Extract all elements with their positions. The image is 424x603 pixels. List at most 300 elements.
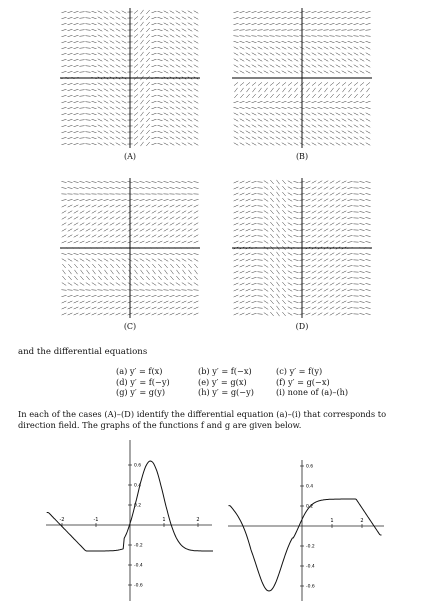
slope-segment <box>122 101 127 103</box>
slope-segment <box>312 241 317 244</box>
slope-segment <box>353 23 358 24</box>
slope-segment <box>170 11 175 14</box>
slope-segment <box>164 41 169 43</box>
slope-segment <box>152 113 157 115</box>
slope-segment <box>140 112 143 116</box>
slope-segment <box>62 259 66 262</box>
slope-segment <box>294 59 299 62</box>
slope-segment <box>140 136 143 140</box>
slope-segment <box>86 276 89 280</box>
slope-segment <box>140 118 143 122</box>
slope-segment <box>347 187 352 188</box>
slope-segment <box>306 271 311 273</box>
slope-segment <box>194 143 199 146</box>
slope-segment <box>62 301 67 303</box>
slope-segment <box>240 94 243 98</box>
slope-segment <box>134 22 138 25</box>
slope-segment <box>246 101 251 103</box>
slope-segment <box>104 313 109 315</box>
slope-segment <box>193 187 198 188</box>
slope-segment <box>318 101 323 103</box>
slope-segment <box>251 307 256 308</box>
slope-segment <box>175 199 180 200</box>
slope-segment <box>240 313 245 315</box>
slope-segment <box>282 101 287 103</box>
slope-segment <box>252 113 257 115</box>
slope-segment <box>169 253 174 254</box>
slope-segment <box>366 82 370 85</box>
equation-f: (f) y′ = g(−x) <box>276 376 330 387</box>
slope-segment <box>359 277 364 278</box>
slope-segment <box>139 253 144 254</box>
slope-segment <box>182 107 187 110</box>
slope-segment <box>360 101 365 103</box>
slope-segment <box>188 47 193 50</box>
slope-segment <box>157 95 162 96</box>
slope-segment <box>110 211 114 214</box>
slope-segment <box>92 107 97 109</box>
slope-segment <box>122 125 127 127</box>
slope-segment <box>182 211 186 214</box>
slope-segment <box>92 71 97 73</box>
slope-segment <box>68 229 72 232</box>
slope-segment <box>354 119 359 122</box>
slope-segment <box>67 143 72 144</box>
y-tick-label: -0.4 <box>134 563 143 569</box>
slope-segment <box>85 114 90 115</box>
slope-segment <box>293 17 298 18</box>
slope-segment <box>240 131 245 134</box>
slope-segment <box>170 113 175 116</box>
slope-segment <box>122 47 127 49</box>
slope-segment <box>293 205 298 206</box>
slope-segment <box>147 270 150 274</box>
slope-segment <box>182 313 187 315</box>
slope-segment <box>330 199 334 202</box>
slope-segment <box>306 217 311 219</box>
slope-segment <box>347 193 352 194</box>
slope-segment <box>288 271 292 274</box>
slope-segment <box>75 270 78 274</box>
slope-segment <box>258 143 263 146</box>
slope-segment <box>324 59 329 62</box>
slope-segment <box>67 253 72 254</box>
slope-segment <box>80 211 84 214</box>
slope-segment <box>157 131 162 132</box>
slope-segment <box>62 205 67 207</box>
slope-segment <box>122 11 127 13</box>
slope-segment <box>306 223 311 225</box>
slope-segment <box>353 17 358 18</box>
slope-segment <box>146 28 149 32</box>
slope-segment <box>251 301 256 302</box>
slope-segment <box>342 295 347 297</box>
slope-segment <box>170 259 174 262</box>
slope-segment <box>359 271 364 272</box>
slope-segment <box>240 289 245 291</box>
slope-segment <box>347 30 352 31</box>
slope-segment <box>92 276 95 280</box>
slope-segment <box>67 23 72 24</box>
slope-segment <box>342 113 347 115</box>
slope-segment <box>67 17 72 18</box>
slope-segment <box>360 47 365 49</box>
slope-segment <box>194 107 199 110</box>
slope-segment <box>151 199 156 200</box>
slope-segment <box>188 83 193 86</box>
slope-segment <box>293 253 298 254</box>
slope-segment <box>264 41 269 43</box>
slope-segment <box>67 199 72 200</box>
equation-d: (d) y′ = f(−y) <box>116 376 170 387</box>
slope-segment <box>152 17 157 19</box>
slope-segment <box>335 30 340 31</box>
slope-segment <box>288 125 293 128</box>
slope-segment <box>366 131 371 134</box>
slope-segment <box>324 295 328 298</box>
slope-segment <box>122 131 127 133</box>
slope-segment <box>305 36 310 37</box>
slope-segment <box>240 199 245 201</box>
slope-segment <box>170 125 175 128</box>
slope-segment <box>348 47 353 49</box>
slope-segment <box>92 283 96 286</box>
slope-segment <box>176 89 181 92</box>
slope-segment <box>152 59 157 61</box>
slope-segment <box>306 229 311 231</box>
slope-segment <box>365 30 370 31</box>
slope-segment <box>116 65 121 68</box>
slope-segment <box>282 88 285 92</box>
slope-segment <box>293 283 298 284</box>
slope-segment <box>294 82 298 85</box>
slope-segment <box>342 119 347 122</box>
x-tick-label: 2 <box>360 518 364 524</box>
slope-segment <box>312 47 317 49</box>
slope-segment <box>194 113 199 116</box>
slope-segment <box>164 101 169 103</box>
slope-segment <box>348 137 353 140</box>
slope-segment <box>251 253 256 254</box>
slope-segment <box>67 83 72 84</box>
slope-segment <box>67 47 72 48</box>
slope-segment <box>134 94 138 97</box>
slope-segment <box>277 270 280 274</box>
slope-segment <box>188 137 193 140</box>
slope-segment <box>270 252 273 256</box>
slope-segment <box>342 265 347 267</box>
slope-segment <box>246 187 251 189</box>
slope-segment <box>80 205 85 207</box>
slope-segment <box>354 59 359 62</box>
slope-segment <box>324 283 328 286</box>
slope-segment <box>98 83 103 85</box>
slope-segment <box>252 119 257 122</box>
slope-segment <box>246 223 251 225</box>
slope-segment <box>282 143 287 146</box>
slope-segment <box>306 253 311 255</box>
slope-segment <box>312 205 317 208</box>
slope-segment <box>157 11 162 12</box>
slope-segment <box>110 41 115 44</box>
slope-segment <box>116 229 120 232</box>
slope-segment <box>312 217 317 220</box>
slope-segment <box>323 11 328 12</box>
slope-segment <box>318 143 323 146</box>
slope-segment <box>251 36 256 37</box>
slope-segment <box>312 131 317 134</box>
slope-segment <box>116 125 121 128</box>
slope-segment <box>312 119 317 122</box>
slope-segment <box>61 41 66 42</box>
slope-segment <box>323 107 328 108</box>
slope-segment <box>246 235 251 237</box>
slope-segment <box>85 253 90 254</box>
slope-segment <box>73 59 78 60</box>
slope-segment <box>67 35 72 36</box>
slope-segment <box>80 217 84 220</box>
slope-segment <box>67 125 72 126</box>
slope-segment <box>234 137 239 140</box>
panel-label-b: (B) <box>295 152 309 161</box>
slope-segment <box>264 289 268 292</box>
slope-segment <box>194 59 199 62</box>
slope-segment <box>282 300 285 304</box>
slope-segment <box>146 217 150 220</box>
slope-segment <box>365 11 370 12</box>
slope-segment <box>194 17 199 20</box>
slope-segment <box>276 125 281 128</box>
slope-segment <box>264 199 268 202</box>
slope-segment <box>68 235 73 238</box>
slope-segment <box>175 253 180 254</box>
slope-segment <box>146 22 149 26</box>
slope-segment <box>336 143 341 146</box>
slope-segment <box>234 94 237 98</box>
slope-segment <box>294 143 299 146</box>
slope-segment <box>270 222 273 226</box>
slope-segment <box>330 59 335 62</box>
slope-segment <box>140 264 143 268</box>
slope-segment <box>62 283 66 286</box>
slope-segment <box>276 131 281 134</box>
slope-segment <box>194 131 199 134</box>
slope-segment <box>324 199 328 202</box>
slope-segment <box>86 313 91 315</box>
slope-segment <box>282 131 287 134</box>
slope-segment <box>234 259 239 261</box>
slope-segment <box>110 125 115 128</box>
slope-segment <box>80 229 84 232</box>
slope-segment <box>182 53 187 56</box>
slope-segment <box>79 253 84 254</box>
slope-segment <box>98 241 103 243</box>
slope-segment <box>67 107 72 108</box>
slope-segment <box>282 192 285 196</box>
slope-segment <box>276 143 281 146</box>
slope-segment <box>348 101 353 103</box>
slope-segment <box>246 65 251 68</box>
slope-segment <box>92 131 97 133</box>
slope-segment <box>293 23 298 24</box>
slope-segment <box>312 211 317 214</box>
slope-segment <box>246 307 251 309</box>
slope-segment <box>234 235 239 237</box>
slope-segment <box>312 253 317 256</box>
slope-segment <box>170 131 175 134</box>
slope-segment <box>152 223 156 226</box>
slope-segment <box>170 283 174 286</box>
slope-segment <box>293 229 298 230</box>
slope-segment <box>287 36 292 37</box>
slope-segment <box>336 259 340 262</box>
slope-segment <box>98 17 103 19</box>
slope-segment <box>68 264 71 268</box>
slope-segment <box>176 65 181 68</box>
slope-segment <box>140 229 144 232</box>
slope-segment <box>294 71 299 73</box>
slope-segment <box>366 125 371 128</box>
slope-segment <box>73 47 78 48</box>
slope-segment <box>188 211 192 214</box>
slope-segment <box>282 210 285 214</box>
slope-segment <box>67 295 72 296</box>
slope-segment <box>176 107 181 110</box>
slope-segment <box>73 11 78 12</box>
slope-segment <box>240 229 245 231</box>
slope-segment <box>246 193 251 195</box>
slope-segment <box>188 11 193 14</box>
slope-segment <box>306 53 311 56</box>
slope-segment <box>170 235 175 238</box>
slope-segment <box>194 125 199 128</box>
slope-segment <box>294 41 299 43</box>
slope-segment <box>277 234 280 238</box>
slope-segment <box>270 101 275 103</box>
slope-segment <box>170 71 175 74</box>
slope-segment <box>336 187 340 190</box>
slope-segment <box>110 101 115 104</box>
slope-segment <box>311 23 316 24</box>
slope-segment <box>109 199 114 200</box>
slope-segment <box>365 199 370 200</box>
slope-segment <box>342 313 347 315</box>
slope-segment <box>318 265 322 268</box>
slope-segment <box>318 307 322 310</box>
slope-segment <box>146 241 151 243</box>
slope-segment <box>306 101 311 103</box>
slope-segment <box>99 270 102 274</box>
slope-segment <box>240 65 245 68</box>
slope-segment <box>164 47 169 49</box>
slope-segment <box>269 11 274 12</box>
slope-segment <box>277 306 280 310</box>
slope-segment <box>104 65 109 68</box>
slope-segment <box>264 271 268 274</box>
slope-segment <box>347 181 352 182</box>
slope-segment <box>287 11 292 12</box>
slope-segment <box>270 180 273 184</box>
slope-segment <box>188 307 193 309</box>
slope-segment <box>240 88 243 92</box>
slope-segment <box>122 17 127 19</box>
slope-segment <box>240 277 245 279</box>
direction-field-d <box>232 178 372 318</box>
slope-segment <box>110 71 115 74</box>
slope-segment <box>122 71 127 73</box>
slope-segment <box>233 23 238 24</box>
slope-segment <box>146 313 151 315</box>
graph-f <box>44 438 214 603</box>
slope-segment <box>140 34 143 38</box>
slope-segment <box>188 95 193 98</box>
slope-segment <box>312 199 317 202</box>
slope-segment <box>342 59 347 62</box>
slope-segment <box>152 235 157 238</box>
slope-segment <box>323 30 328 31</box>
slope-segment <box>170 107 175 110</box>
slope-segment <box>324 265 328 268</box>
slope-segment <box>104 223 108 226</box>
slope-segment <box>116 131 121 134</box>
slope-segment <box>176 41 181 44</box>
slope-segment <box>170 53 175 56</box>
slope-segment <box>62 241 67 243</box>
slope-segment <box>288 101 293 103</box>
graph-g <box>226 458 386 603</box>
slope-segment <box>306 94 309 98</box>
slope-segment <box>140 313 145 315</box>
slope-segment <box>158 307 163 309</box>
slope-segment <box>324 313 328 316</box>
slope-segment <box>164 143 169 145</box>
slope-segment <box>252 143 257 146</box>
slope-segment <box>140 28 143 32</box>
slope-segment <box>194 29 199 32</box>
slope-segment <box>282 228 285 232</box>
slope-segment <box>277 204 280 208</box>
slope-segment <box>240 235 245 237</box>
slope-segment <box>86 301 91 303</box>
slope-segment <box>110 95 115 98</box>
slope-segment <box>146 259 150 262</box>
slope-segment <box>73 143 78 144</box>
slope-segment <box>115 181 120 182</box>
slope-segment <box>104 47 109 50</box>
slope-segment <box>164 107 169 109</box>
slope-segment <box>85 90 90 91</box>
slope-segment <box>117 270 120 274</box>
slope-segment <box>158 211 162 214</box>
slope-segment <box>104 229 108 232</box>
slope-segment <box>103 253 108 254</box>
slope-segment <box>293 301 298 302</box>
slope-segment <box>86 259 90 262</box>
slope-segment <box>251 283 256 284</box>
slope-segment <box>134 130 138 133</box>
slope-segment <box>294 131 299 134</box>
slope-segment <box>176 119 181 122</box>
slope-segment <box>98 53 103 55</box>
slope-segment <box>177 270 180 274</box>
slope-segment <box>110 223 114 226</box>
slope-segment <box>348 71 353 73</box>
slope-segment <box>140 22 143 26</box>
slope-segment <box>276 47 281 49</box>
slope-segment <box>116 211 120 214</box>
slope-segment <box>188 229 192 232</box>
slope-segment <box>73 53 78 54</box>
